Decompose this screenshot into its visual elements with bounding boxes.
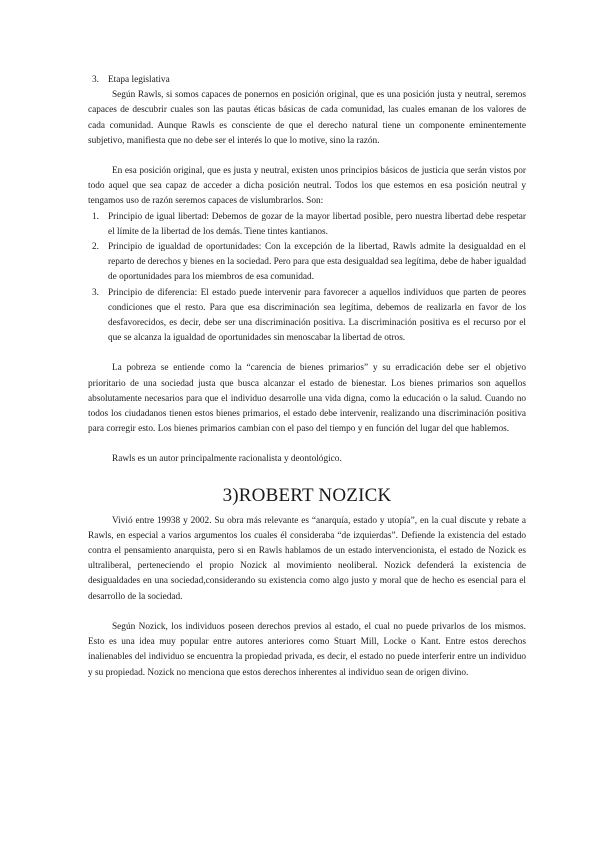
principles-list [88, 210, 526, 347]
spacer [88, 605, 526, 620]
nozick-rights-paragraph: Según Nozick, los individuos poseen derechos previos al estado, el cual no puede privarlos de los mismos. Esto es una idea muy popular entre autores anteriores como Stuart Mill, Locke o Kant. Entre estos derechos inalienables del individuo se encuentra la propiedad privada, es decir, el estado no puede interferir entre un individuo y su propiedad. Nozick no menciona que estos derechos inherentes al individuo sean de origen divino. [88, 621, 526, 678]
principle-text: Principio de igualdad de oportunidades: Con la excepción de la libertad, Rawls admite la desigualdad en el reparto de derechos y bienes en la sociedad. Pero para que esta desigualdad sea legítima, debe de haber igualdad de oportunidades para los miembros de esa comunidad. [108, 242, 526, 283]
list-item [88, 210, 526, 240]
page-content [88, 73, 526, 681]
section-heading: 3)ROBERT NOZICK [222, 484, 392, 506]
principle-number: 3. [92, 287, 99, 298]
principle-number: 1. [92, 211, 99, 222]
principle-number: 2. [92, 242, 99, 253]
stage-number: 3. [92, 75, 99, 85]
stage-heading [88, 73, 526, 88]
principles-intro-paragraph: En esa posición original, que es justa y neutral, existen unos principios básicos de justicia que serán vistos por todo aquel que sea capaz de acceder a dicha posición neutral. Todos los que estemos en esa posición neutral y tengamos uso de razón seremos capaces de vislumbrarlos. Son: [88, 166, 526, 207]
stage-title: Etapa legislativa [108, 75, 170, 85]
list-item [88, 286, 526, 347]
stage-paragraph: Según Rawls, si somos capaces de ponernos en posición original, que es una posición justa y neutral, seremos capaces de descubrir cuales son las pautas éticas básicas de cada comunidad, las cuales emanan de los valores de cada comunidad. Aunque Rawls es consciente de que el derecho natural tiene un componente eminentemente subjetivo, manifiesta que no debe ser el interés lo que lo motive, sino la razón. [88, 90, 526, 146]
spacer [88, 346, 526, 361]
spacer [88, 149, 526, 164]
spacer [88, 437, 526, 452]
principle-text: Principio de igual libertad: Debemos de gozar de la mayor libertad posible, pero nuestra libertad debe respetar el límite de la libertad de los demás. Tiene tintes kantianos. [108, 211, 526, 237]
spacer [88, 468, 526, 484]
principle-text: Principio de diferencia: El estado puede intervenir para favorecer a aquellos individuos que parten de peores condiciones que el resto. Para que esa discriminación sea legítima, debemos de realizarla en favor de los desfavorecidos, es decir, debe ser una discriminación positiva. La discriminación positiva es el recurso por el que se alcanza la igualdad de oportunidades sin menoscabar la libertad de otros. [108, 287, 526, 344]
poverty-paragraph: La pobreza se entiende como la “carencia de bienes primarios” y su erradicación debe ser el objetivo prioritario de una sociedad justa que busca alcanzar el estado de bienestar. Los bienes primarios son aquellos absolutamente necesarios para que el individuo desarrolle una vida digna, como la educación o la salud. Cuando no todos los ciudadanos tienen estos bienes primarios, el estado debe intervenir, realizando una discriminación positiva para corregir esto. Los bienes primarios cambian con el paso del tiempo y en función del lugar del que hablemos. [88, 363, 526, 435]
list-item [88, 240, 526, 286]
rawls-summary-paragraph: Rawls es un autor principalmente racionalista y deontológico. [112, 454, 342, 465]
nozick-paragraph: Vivió entre 19938 y 2002. Su obra más relevante es “anarquía, estado y utopía”, en la cual discute y rebate a Rawls, en especial a varios argumentos los cuales él consideraba “de izquierdas”. Defiende la existencia del estado contra el pensamiento anarquista, pero si en Rawls hablamos de un estado intervencionista, el estado de Nozick es ultraliberal, perteneciendo el propio Nozick al movimiento neoliberal. Nozick defenderá la existencia de desigualdades en una sociedad,considerando su existencia como algo justo y moral que de hecho es esencial para el desarrollo de la sociedad. [88, 515, 526, 602]
